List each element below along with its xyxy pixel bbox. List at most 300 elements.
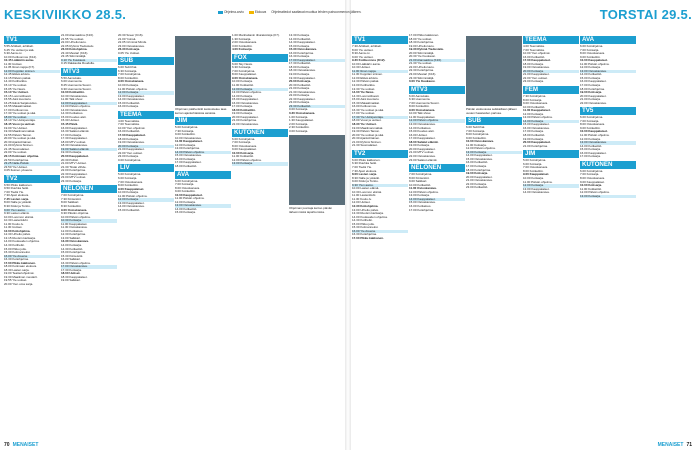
program-entry: 7.30 Artikkeli, artikkeli. xyxy=(352,45,382,48)
program-entry: 14.00 Kuukauden ohjelma. xyxy=(352,215,388,219)
listing-column xyxy=(175,34,231,438)
program-entry: 18.00 Vuosi ja uutiset. xyxy=(352,119,382,123)
program-entry: 13.00 Kotisarja. xyxy=(409,194,430,198)
channel-header: TV2 xyxy=(352,150,408,158)
program-entry: 3.00 Kotikeittiö. xyxy=(232,44,253,48)
legend-label: Elokuva xyxy=(254,10,267,14)
channel-header: NELONEN xyxy=(409,164,465,172)
program-entry: 20.00 Ylen oma sarja. xyxy=(4,283,34,286)
photo-caption: Päivän elokuvassa seikkaillaan jälleen uusien haasteiden parissa. xyxy=(466,107,517,115)
program-entry: 9.00 Kotikeittiö. xyxy=(466,136,487,140)
program-entry: 11.30 Uutiset. xyxy=(4,62,23,66)
program-entry: 8.00 Kauppalaiset. xyxy=(232,73,257,77)
program-entry: 10.00 Lääkärin aamu. xyxy=(352,62,382,66)
program-entry: 2.00 Kotisarja. xyxy=(289,122,309,126)
program-entry: 3.00 Kotisarja. xyxy=(289,129,309,133)
program-entry: 17.00 Pikku kakkonen. xyxy=(4,261,36,265)
program-entry: 9.00 Kauppalaiset. xyxy=(523,173,550,177)
rating-swatch xyxy=(218,11,223,14)
program-entry: 18.00 Kotikeittiö. xyxy=(232,108,256,112)
program-entry: 23.30 Kotisarja. xyxy=(118,48,141,52)
program-entry: 13.00 Ostoskanava. xyxy=(580,70,636,74)
program-entry: 11.00 Talk show. xyxy=(61,98,83,102)
program-entry: 8.00 Ostoskanava. xyxy=(580,123,606,127)
program-entry: 0.05 Ikuinen yöseura. xyxy=(4,169,33,173)
program-entry: 19.00 Ostoskanava. xyxy=(523,66,550,70)
program-entry: 12.00 Kotisarja. xyxy=(580,137,601,141)
program-entry: 21.00 Kauppalaiset. xyxy=(118,148,145,152)
program-entry: 4.00 Teemalista. xyxy=(523,45,545,48)
program-entry: 14.30 Kauppalaiset. xyxy=(289,41,316,45)
program-entry: 10.30 Luonnon elämä. xyxy=(352,190,382,194)
program-entry: 10.00 Päivän ohjelma. xyxy=(61,215,91,219)
program-entry: 9.30 Kotiluonnos (K12). xyxy=(352,59,386,63)
program-entry: 19.55 Yle uutiset. xyxy=(4,279,28,283)
program-entry: 6.00 Huomenta. xyxy=(61,80,83,84)
program-entry: 23.45 Silminnäkijä. xyxy=(61,55,87,59)
left-footer xyxy=(4,442,41,448)
program-entry: 18.00 Kotiohjelma. xyxy=(466,168,491,172)
program-entry: 10.00 Kotisarja. xyxy=(118,191,139,195)
program-entry: 13.00 Kotisarja. xyxy=(466,151,522,155)
program-entry: 19.00 Maailmanmatkat. xyxy=(352,126,384,130)
program-entry: 12.00 Kotitalous. xyxy=(61,229,84,233)
program-entry: 7.00 Huomenta Suomi. xyxy=(409,101,440,105)
program-entry: 7.30 Ajaxi elokuva. xyxy=(352,169,378,173)
program-entry: 15.15 Luonnollisesti. xyxy=(4,94,32,98)
channel-header: TV5 xyxy=(580,107,636,115)
program-entry: 23.00 Kotisarja. xyxy=(523,80,544,84)
program-entry: 19.30 Ryhmä Tiedustelu. xyxy=(409,48,444,52)
program-entry: 17.00 Kotiluonnos. xyxy=(4,108,29,112)
program-entry: 7.00 Kotiohjelma. xyxy=(409,173,433,177)
program-entry: 17.30 Kauppalaiset. xyxy=(61,137,88,141)
photo-caption: Ohjelman juontaja kertoo päivän tärkeimmistä tapahtumista. xyxy=(289,206,333,214)
program-entry: 7.00 Ostoskanava. xyxy=(118,180,144,184)
legend-label: Ohjelma-arvio xyxy=(224,10,244,14)
program-entry: 20.30 Sneer (K16). xyxy=(118,34,144,37)
program-entry: 13.00 Kauppalaiset. xyxy=(118,94,145,98)
program-entry: 20.30 Ajankohtainen. xyxy=(4,140,33,144)
program-entry: 6.00 SubChat. xyxy=(118,66,138,70)
program-entry: 8.00 Kotikeittiö. xyxy=(118,76,139,80)
program-entry: 17.30 Yle uutiset ja sää. xyxy=(4,112,36,116)
program-entry: 11.30 Ostoskanava. xyxy=(61,226,88,230)
program-entry: 14.40 Kotiharkko. xyxy=(4,80,28,84)
program-entry: 5.50 Aamukatu. xyxy=(61,76,82,80)
program-entry: 8.30 Kotikeittiö. xyxy=(61,204,82,208)
program-entry: 5.00 Kotiohjelma. xyxy=(523,159,547,163)
program-entry: 12.00 Elävä arkisto. xyxy=(352,76,379,80)
program-entry: 22.30 Kotiohjelma. xyxy=(409,69,434,73)
program-entry: 17.30 Kotikeittiö. xyxy=(289,62,312,66)
program-entry: 15.00 Kotisarja. xyxy=(580,148,601,152)
program-entry: 19.30 Kotisarja. xyxy=(61,151,82,155)
program-entry: 7.00 Kotisarja. xyxy=(466,129,486,133)
program-entry: 7.30 Kotiohjelma. xyxy=(523,95,547,99)
program-entry: 1.00 Manhattanin tiliurakoitsija (K7). xyxy=(232,34,280,37)
program-entry: 11.00 Päivän ohjelma. xyxy=(523,180,553,184)
program-entry: 13.00 Urheilu päivä. xyxy=(352,208,379,212)
program-entry: 16.30 Kotiohjelma. xyxy=(352,233,377,237)
program-entry: 11.00 Kotikeittiö. xyxy=(232,155,254,159)
program-entry: 23.30 Kotisarja. xyxy=(61,179,82,183)
program-entry: 15.30 Kiinteistöt. xyxy=(61,254,84,258)
channel-header: TEEMA xyxy=(118,111,174,119)
program-entry: 12.00 Kauppalaiset. xyxy=(61,102,117,106)
program-entry: 20.00 Kotisarja. xyxy=(118,145,174,149)
program-entry: 6.00 Kotiohjelma. xyxy=(580,45,604,48)
program-entry: 8.00 Kotiohjelma. xyxy=(466,133,490,137)
program-entry: 23.30 Kotikeittiö. xyxy=(289,105,345,109)
program-entry: 18.30 Kauppalaiset. xyxy=(61,275,88,279)
program-entry: 20.00 Kauppalaiset. xyxy=(409,147,436,151)
program-entry: 21.30 Suomalaiset. xyxy=(352,144,378,148)
program-entry: 18.00 Kotisarja. xyxy=(118,137,139,141)
program-entry: 15.00 Kotisarja. xyxy=(289,44,310,48)
program-entry: 9.00 Ostoskanava. xyxy=(409,108,436,112)
program-entry: 19.00 Kotisarja. xyxy=(580,91,603,95)
program-entry: 18.00 Kotikeittiö. xyxy=(523,134,546,138)
program-entry: 19.00 Kotisarja. xyxy=(466,172,489,176)
program-entry: 11.00 Päivän ohjelma. xyxy=(175,197,205,201)
program-entry: 15.00 Kauppalaiset. xyxy=(232,98,259,102)
program-entry: 6.00 Kotisarja. xyxy=(523,162,543,166)
program-entry: 8.00 Salkkari. xyxy=(61,201,80,205)
channel-header: JIM xyxy=(175,117,231,125)
program-entry: 6.00 Kotiohjelma. xyxy=(580,116,604,120)
program-entry: 6.00 Kotiohjelma. xyxy=(580,169,604,173)
program-entry: 10.00 Ostoskanava. xyxy=(175,136,202,140)
program-entry: 19.00 Kotisarja. xyxy=(523,137,544,141)
program-entry: 20.00 Kotisarja. xyxy=(523,70,579,74)
program-entry: 23.00 Ostoskanava. xyxy=(118,44,145,48)
program-entry: 12.00 Kotisarja. xyxy=(523,184,579,188)
program-entry: 18.10 Yle Uutisjuontaja. xyxy=(4,119,36,123)
program-entry: 13.00 Päivän ohjelma. xyxy=(61,105,91,109)
program-entry: 16.00 Kotisarja. xyxy=(175,157,196,161)
program-entry: 11.00 Ilman rajoja. xyxy=(352,70,408,74)
program-entry: 11.00 Päivän ohjelma. xyxy=(118,194,148,198)
program-entry: 22.00 Ylen uutiset. xyxy=(118,151,143,155)
program-entry: 20.30 Kotikeittiö. xyxy=(289,83,312,87)
program-entry: 7.00 Kotiohjelma. xyxy=(118,73,142,77)
program-entry: 9.00 Kiiski ja Tonttu. xyxy=(352,180,379,184)
program-entry: 5.00 Kotiohjelma. xyxy=(175,126,199,129)
program-entry: 0.00 Kotiohjelma. xyxy=(118,158,142,162)
program-entry: 17.30 Yle Uutisjuontaja. xyxy=(352,116,408,120)
program-entry: 18.45 Vuosi ja uutiset. xyxy=(4,123,36,127)
listing-column xyxy=(580,34,636,438)
program-entry: 23.00 Kotisarja. xyxy=(118,155,139,159)
listing-column xyxy=(352,34,408,438)
program-entry: 0.00 Yle Kuukausi. xyxy=(409,80,436,84)
program-entry: 17.00 Kauppalaiset. xyxy=(289,59,345,63)
program-entry: 21.30 Yle uutiset. xyxy=(409,62,433,66)
channel-header: KUTONEN xyxy=(580,161,636,169)
program-entry: 21.30 Tiistai viihde. xyxy=(61,165,87,169)
program-entry: 18.30 Ostoskanava. xyxy=(61,144,88,148)
program-entry: 18.00 Kotikeittiö. xyxy=(175,165,198,169)
program-entry: 13.00 Päivän ohjelma. xyxy=(232,91,262,95)
program-entry: 20.00 Kauppalaiset. xyxy=(466,175,493,179)
program-entry: 7.00 Kotisarja. xyxy=(580,48,600,52)
program-entry: 17.00 Kotisarja. xyxy=(580,155,601,159)
program-entry: 10.30 Uutiset. xyxy=(352,66,371,70)
program-entry: 19.00 Salatut elämät. xyxy=(61,148,117,152)
program-entry: 14.00 Kotisarja. xyxy=(232,94,253,98)
program-entry: 13.30 Kotisarja. xyxy=(289,34,310,37)
program-entry: 15.00 Kotisarja. xyxy=(175,211,196,215)
program-entry: 6.50 Pikku kakkonen. xyxy=(4,183,33,187)
program-entry: 14.00 Kotisarja. xyxy=(523,120,579,124)
program-entry: 7.30 Kotisarja. xyxy=(175,129,195,133)
program-entry: 12.00 Kotisarja. xyxy=(523,112,544,116)
program-entry: 18.30 Yle Uutiset. xyxy=(352,123,377,127)
program-entry: 7.30 Ajaxi elokuva. xyxy=(4,194,30,198)
program-entry: 18.00 MTV uutiset. xyxy=(61,140,87,144)
program-entry: 19.30 Päivän Tanssi. xyxy=(352,130,380,134)
program-entry: 15.05 Yle News. xyxy=(4,87,26,91)
program-entry: 17.00 Kotisarja. xyxy=(580,84,601,88)
program-entry: 10.00 Ylen ohjelmat. xyxy=(118,126,146,130)
program-entry: 11.00 Kauppalaiset. xyxy=(523,109,551,113)
program-entry: 15.00 Kotikeittiö. xyxy=(118,101,141,105)
program-entry: 19.00 Kotisarja. xyxy=(409,144,430,148)
program-entry: 13.15 Päivän paikat. xyxy=(4,76,32,80)
program-entry: 6.30 Kotisarja. xyxy=(118,69,138,73)
program-entry: 8.30 Aamu-tv. xyxy=(352,52,371,56)
program-entry: 7.00 Kotisarja. xyxy=(580,173,600,177)
program-entry: 16.00 Salkkari. xyxy=(61,258,81,262)
program-entry: 16.00 Yle Areena. xyxy=(352,230,408,234)
program-entry: 8.00 Kotisarja. xyxy=(523,98,543,102)
program-entry: 13.00 Salkkari. xyxy=(61,236,81,240)
right-day-title: TORSTAI 29.5. xyxy=(599,6,692,22)
program-entry: 15.00 Pikku juttu. xyxy=(352,222,376,226)
program-entry: 14.00 Kotitalous. xyxy=(409,126,432,130)
program-entry: 12.30 Kotiohjelma. xyxy=(352,204,379,208)
program-entry: 15.00 Kotiohjelma. xyxy=(61,251,86,255)
program-entry: 22.00 Yle uutiset. xyxy=(4,151,28,155)
program-entry: 21.00 Kotiohjelma. xyxy=(232,119,257,123)
program-entry: 22.15 Kotimaan ohjelma. xyxy=(4,154,40,158)
program-entry: 12.00 Päivän ohjelma. xyxy=(232,158,262,162)
program-entry: 13.00 Ostoskanava. xyxy=(580,141,636,145)
channel-header: AVA xyxy=(580,36,636,44)
program-entry: 8.00 Ostoskanava. xyxy=(232,144,258,148)
program-entry: 8.00 Kotikeittiö. xyxy=(523,169,544,173)
program-entry: 1.30 Kauppalaiset. xyxy=(289,119,314,123)
program-entry: 9.00 Kauppalaiset. xyxy=(580,180,605,184)
program-entry: 16.30 Kotisarja. xyxy=(289,55,310,59)
program-entry: 21.00 Kotisarja. xyxy=(289,87,310,91)
program-entry: 6.00 Sky News. xyxy=(232,62,253,66)
program-entry: 14.00 Kuukauden ohjelma. xyxy=(4,240,40,244)
program-entry: 15.30 Kolmanneksi. xyxy=(4,251,31,255)
program-entry: 11.00 Päivän ohjelma. xyxy=(580,62,610,66)
program-entry: 14.30 Luonnollisesti. xyxy=(352,94,380,98)
program-entry: 17.00 Kotisarja. xyxy=(61,133,82,137)
program-entry: 4.00 Kotisarja. xyxy=(232,48,253,52)
program-entry: 20.00 Kauppalaiset. xyxy=(580,94,607,98)
listing-column xyxy=(61,34,117,438)
program-entry: 20.00 Kauppalaiset. xyxy=(61,154,89,158)
program-entry: 11.35 Ilman rajoja (K7). xyxy=(4,66,35,70)
program-entry: 9.00 Yle uutiset. xyxy=(352,55,374,59)
program-entry: 11.00 Kotikeittiö. xyxy=(580,187,602,191)
program-entry: 16.00 Kauppalaiset. xyxy=(580,151,607,155)
program-entry: 20.30 Yle Kuukausi. xyxy=(409,55,436,59)
program-entry: 15.00 Kuudes aisti. xyxy=(409,130,435,134)
listing-column xyxy=(409,34,465,438)
program-entry: 15.30 Ostoskanava. xyxy=(289,48,317,52)
program-entry: 23.40 Mestari (K16). xyxy=(61,51,89,55)
channel-header: FEM xyxy=(523,86,579,94)
program-entry: 13.30 Ruotsin kielisarja. xyxy=(352,212,384,216)
program-entry: 6.00 Kotiohjelma. xyxy=(175,179,199,183)
program-entry: 23.30 Silminnäkijä. xyxy=(409,76,435,80)
program-entry: 23.00 MTV uutiset. xyxy=(61,176,87,180)
program-entry: 12.00 Kotisarja. xyxy=(175,143,196,147)
program-entry: 13.00 Kotiharkko. xyxy=(352,84,376,88)
program-entry: 11.00 Kauppalaiset. xyxy=(61,222,88,226)
program-entry: 1.30 Kotisarja. xyxy=(232,37,252,41)
program-entry: 10.00 Kauppalaiset. xyxy=(580,130,608,134)
program-entry: 17.00 Pikku kakkonen. xyxy=(352,236,384,240)
program-entry: 11.00 Kotisarja. xyxy=(466,143,487,147)
program-entry: 11.30 Uutiset. xyxy=(4,226,23,230)
program-entry: 20.00 Kotisarja. xyxy=(289,80,312,84)
program-entry: 10.00 Ostoskanava. xyxy=(466,140,494,144)
program-entry: 14.30 Kotihetki. xyxy=(352,219,373,223)
program-entry: 10.00 Kotisarja. xyxy=(118,84,139,88)
program-entry: 7.00 Kotiohjelma. xyxy=(61,194,85,198)
program-photo xyxy=(175,36,231,106)
program-entry: 9.00 Ostoskanava. xyxy=(523,102,549,106)
program-entry: 7.00 Kotiohjelma. xyxy=(232,69,256,73)
listing-column xyxy=(466,34,522,438)
program-entry: 20.30 Poliisit. xyxy=(61,158,79,162)
program-entry: 0.05 Yle Uutiset. xyxy=(118,51,140,55)
program-entry: 6.30 Huomenta. xyxy=(409,98,431,102)
program-entry: 14.30 Kotihetki. xyxy=(4,243,25,247)
program-entry: 10.00 Talk show. xyxy=(409,112,432,116)
program-entry: 16.00 Ostoskanava. xyxy=(523,126,550,130)
program-entry: 17.00 Kauppalaiset. xyxy=(409,137,436,141)
program-entry: 20.00 Kauppalaiset. xyxy=(523,141,551,145)
program-entry: 10.00 Kotiluonnos (K12). xyxy=(4,55,38,59)
program-entry: 20.00 Yle uutiset ja sää. xyxy=(352,133,384,137)
program-entry: 21.00 MTV uutiset. xyxy=(409,151,435,155)
program-entry: 9.00 Ostoskanava. xyxy=(61,208,88,212)
program-entry: 6.30 Kotisarja. xyxy=(232,66,252,70)
program-entry: 8.00 Ostoskanava. xyxy=(175,186,201,190)
program-entry: 15.00 Kuudes aisti. xyxy=(61,115,87,119)
program-entry: 7.45 Lasten sarja. xyxy=(4,197,30,201)
program-entry: 16.00 Kotikeittiö. xyxy=(466,161,489,165)
program-photo xyxy=(466,36,522,106)
program-entry: 21.55 Yle uutiset. xyxy=(61,37,85,41)
program-entry: 10.00 Kauppalaiset. xyxy=(580,59,608,63)
program-entry: 12.30 Päivän paikat. xyxy=(352,80,380,84)
right-footer xyxy=(655,442,692,448)
channel-header: TV1 xyxy=(352,36,408,44)
program-entry: 21.00 Kotisarja. xyxy=(580,98,601,102)
program-entry: 19.00 Yle Uutiset. xyxy=(4,126,28,130)
program-entry: 9.00 Ylen aamu. xyxy=(4,209,60,213)
program-entry: 13.00 Kauppalaiset. xyxy=(118,201,145,205)
program-entry: 9.30 Huomenta Suomi. xyxy=(61,87,92,91)
page-gutter xyxy=(345,0,351,450)
program-entry: 10.00 Kauppalaiset. xyxy=(175,193,203,197)
program-entry: 9.00 Kauppalaiset. xyxy=(118,187,145,191)
program-entry: 9.00 Salkkari. xyxy=(409,180,428,184)
program-entry: 0.00 Kotisarja. xyxy=(289,108,309,112)
program-entry: 15.10 Yle uutiset. xyxy=(4,84,28,88)
program-entry: 22.05 Criminal Minds. xyxy=(118,41,148,45)
program-entry: 17.00 Kotisarja. xyxy=(523,130,544,134)
program-entry: 12.45 Elävä arkisto. xyxy=(4,73,31,77)
program-entry: 12.00 Kotisarja. xyxy=(118,198,174,202)
program-entry: 22.00 Urheiluruutu. xyxy=(409,65,435,69)
program-entry: 7.00 Kotisarja. xyxy=(580,119,600,123)
program-entry: 10.00 Kotisarja. xyxy=(580,184,603,188)
program-entry: 23.50 Yle Uutiset. xyxy=(4,165,28,169)
program-entry: 11.00 Päivän ohjelma. xyxy=(118,87,148,91)
program-entry: 10.00 Kotisarja. xyxy=(232,80,253,84)
program-entry: 14.00 Kotisarja. xyxy=(61,243,82,247)
program-entry: 22.00 Ostoskanava. xyxy=(232,123,259,127)
program-entry: 13.00 Kotiohjelma. xyxy=(175,147,200,151)
program-entry: 12.00 Päivän ohjelma. xyxy=(409,190,439,194)
program-entry: 18.00 Uutiset. xyxy=(61,272,81,276)
program-entry: 16.00 Kotiluonnos. xyxy=(352,105,377,109)
channel-header: TEEMA xyxy=(523,36,579,44)
program-entry: 22.00 Ostoskanava. xyxy=(580,101,607,105)
program-entry: 7.00 Tiedä Yle. xyxy=(352,165,372,169)
program-entry: 18.30 Lasten sarja. xyxy=(4,268,30,272)
channel-header: SUB xyxy=(466,117,522,125)
program-entry: 15.55 Ääni kuuntelu. xyxy=(4,98,32,102)
program-entry: 17.00 Kauppalaiset. xyxy=(118,134,146,138)
channel-header: JIM xyxy=(523,150,579,158)
program-entry: 6.30 Ruuhka hetki. xyxy=(352,162,378,166)
program-entry: 12.00 Uutiset. xyxy=(352,201,371,205)
program-entry: 10.30 Lastenklubi. xyxy=(4,219,29,223)
program-entry: 0.30 Ostoskanava. xyxy=(289,112,316,116)
program-entry: 16.55 Mataalimatkat. xyxy=(4,105,32,109)
program-entry: 12.00 Päivän ohjelma. xyxy=(409,119,465,123)
program-entry: 6.00 SubChat. xyxy=(466,126,486,129)
program-entry: 19.30 Maailmanmatkat. xyxy=(4,130,36,134)
program-entry: 11.30 Kuppilan sininen. xyxy=(352,73,383,77)
program-entry: 8.00 Ostoskanava. xyxy=(580,176,606,180)
program-entry: 14.00 Kauppalaiset. xyxy=(466,154,493,158)
program-entry: 9.50 Ruuhka hetki. xyxy=(4,187,30,191)
program-entry: 11.30 Koulu-tv. xyxy=(352,197,372,201)
program-entry: 16.00 Uutiset. xyxy=(409,133,428,137)
program-entry: 20.00 Kauppalaiset. xyxy=(232,115,259,119)
program-entry: 7.30 Kiinteistöt. xyxy=(61,197,82,201)
program-entry: 14.00 Kotikeittiö. xyxy=(289,37,312,41)
program-entry: 23.00 Mestari (K16). xyxy=(409,73,437,77)
program-entry: 11.00 Kauppalaiset. xyxy=(409,115,436,119)
program-entry: 9.00 Kotikeittiö. xyxy=(580,126,601,130)
program-entry: 0.10 Yle Kuukausi. xyxy=(61,59,117,63)
program-entry: 16.00 Yle Areena. xyxy=(4,255,60,259)
program-entry: 22.05 Ryhmä Tiedustelu. xyxy=(61,44,95,48)
